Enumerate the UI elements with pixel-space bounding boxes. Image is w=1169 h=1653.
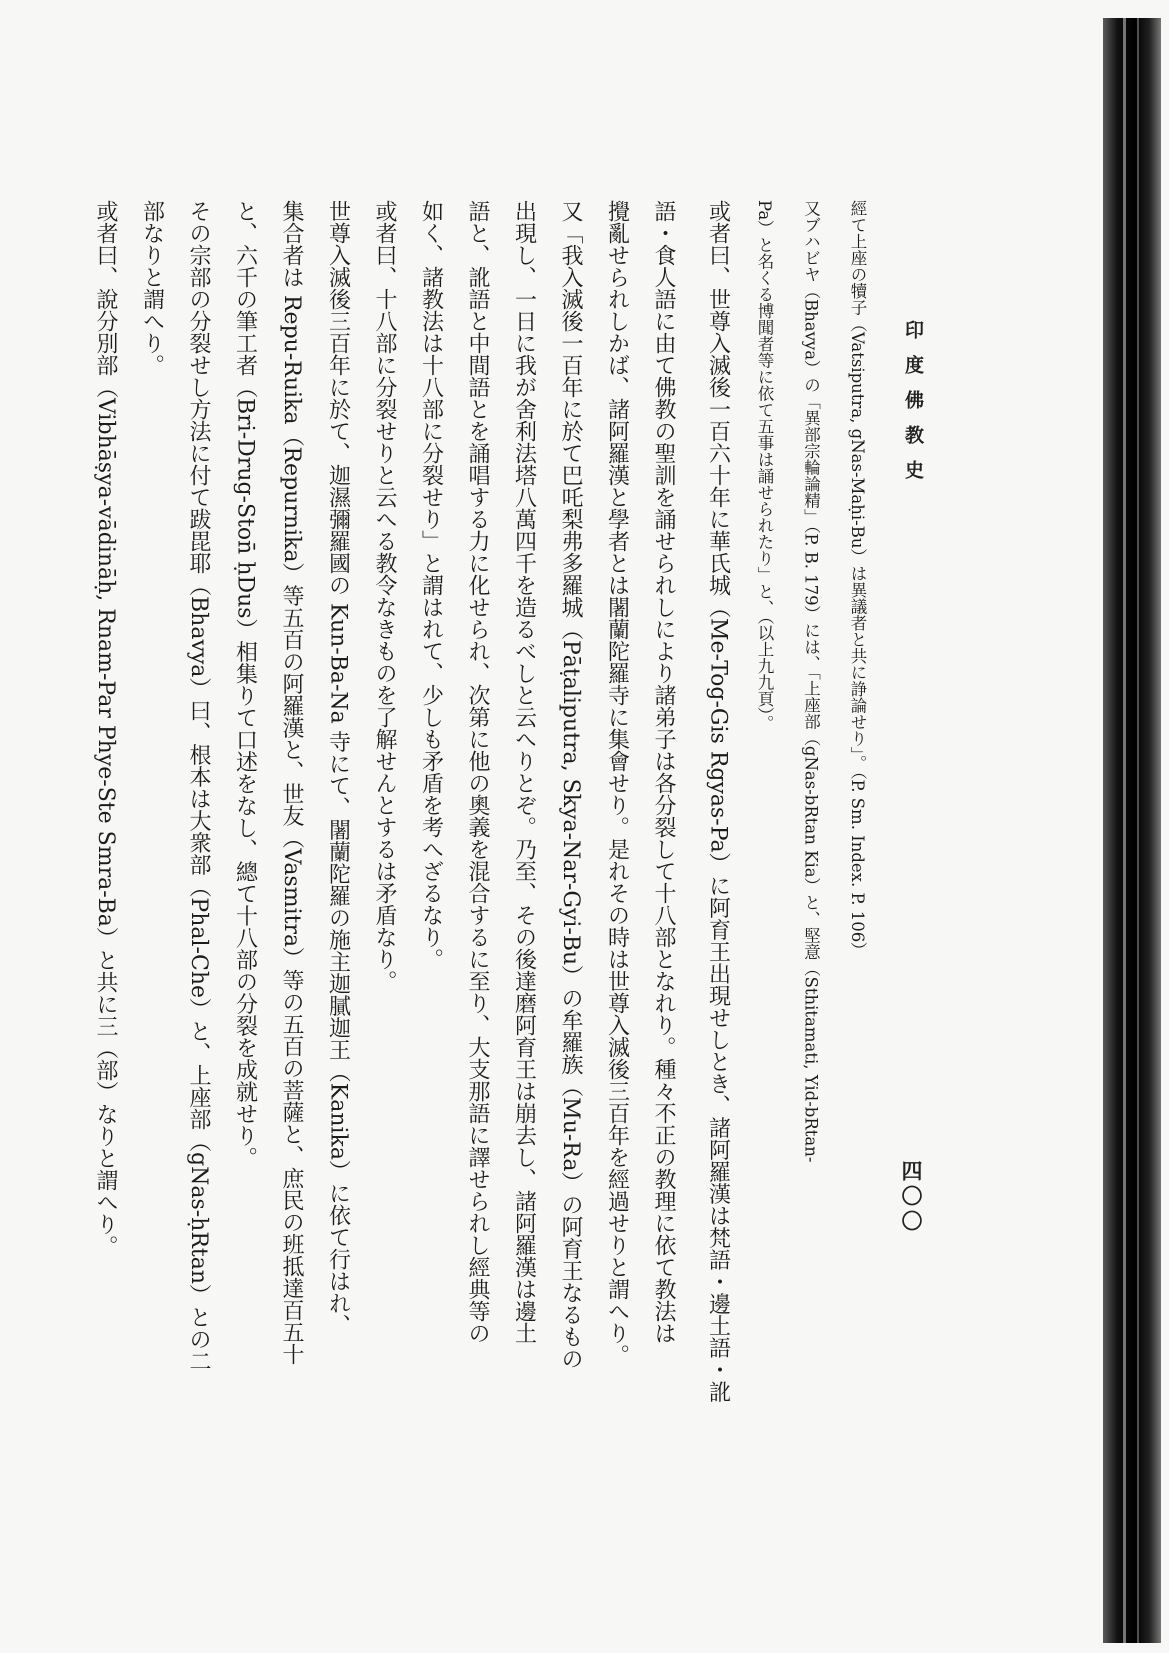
text-line: Pa）と名くる博聞者等に依て五事は誦せられたり」と、（以上九九頁）。 [755,200,774,732]
running-head: 印度佛教史 [902,320,924,495]
book-binding-edge [1103,18,1161,1643]
text-line: 世尊入滅後三百年に於て、迦濕彌羅國の Kun-Ba-Na 寺にて、闍蘭陀羅の施主迦膩迦王（Kanika）に依て行はれ、 [325,200,351,1336]
text-line: 語と、訛語と中間語とを誦唱する力に化せられ、次第に他の奧義を混合するに至り、大支那語に譯せられし經典等の [465,200,490,1344]
binding-highlight [1123,18,1126,1643]
text-line: 又ブハビヤ（Bhavya）の「異部宗輪論精」（P. B. 179）には、「上座部（gNas-bRtan Kia）と、堅意（Sthitamati, Yid-bRtan- [801,200,821,1163]
text-line: 部なりと謂へり。 [139,200,165,376]
text-line: 攪亂せられしかば、諸阿羅漢と學者とは闍蘭陀羅寺に集會せり。是れその時は世尊入滅後三百年を經過せりと謂へり。 [604,200,630,1366]
page-number: 四〇〇 [899,1160,923,1235]
text-line: 又「我入滅後一百年に於て巴吒梨弗多羅城（Pāṭaliputra, Skya-Nar-Gyi-Bu）の牟羅族（Mu-Ra）の阿育王なるもの [558,200,583,1370]
text-line: 或者曰、十八部に分裂せりと云へる教令なきものを了解せんとするは矛盾なり。 [372,200,397,992]
text-line: 語・食人語に由て佛教の聖訓を誦せられしにより諸弟子は各分裂して十八部となれり。種々不正の教理に依て教法は [651,200,676,1344]
text-line: 集合者は Repu-Ruika（Repurnika）等五百の阿羅漢と、世友（Vasmitra）等の五百の菩薩と、庶民の班抵達百五十 [279,200,304,1366]
text-line: その宗部の分裂せし方法に付て跋毘耶（Bhavya）曰、根本は大衆部（Phal-Che）と、上座部（gNas-ḥRtan）との二 [186,200,211,1373]
binding-shadow [1137,18,1139,1643]
text-line: 或者曰、說分別部（Vibhāṣya-vādināḥ, Rnam-Par Phye-Ste Smra-Ba）と共に三（部）なりと謂へり。 [93,200,118,1257]
text-line: 或者曰、世尊入滅後一百六十年に華氏城（Me-Tog-Gis Rgyas-Pa）に阿育王出現せしとき、諸阿羅漢は梵語・邊土語・訛 [705,200,731,1403]
text-line: と、六千の筆工者（Bri-Drug-Ston̄ ḥDus）相集りて口述をなし、總て十八部の分裂を成就せり。 [232,200,258,1169]
text-body [93,200,880,1545]
text-line: 如く、諸教法は十八部に分裂せり」と謂はれて、少しも矛盾を考へざるなり。 [418,200,444,970]
text-line: 經て上座の犢子（Vatsiputra, gNas-Maḥi-Bu）は異議者と共に諍論せり」。（P. Sm. Index. P. 106） [848,200,867,959]
text-line: 出現し、一日に我が舍利法塔八萬四千を造るべしと云へりとぞ。乃至、その後達磨阿育王は崩去し、諸阿羅漢は邊土 [511,200,537,1344]
